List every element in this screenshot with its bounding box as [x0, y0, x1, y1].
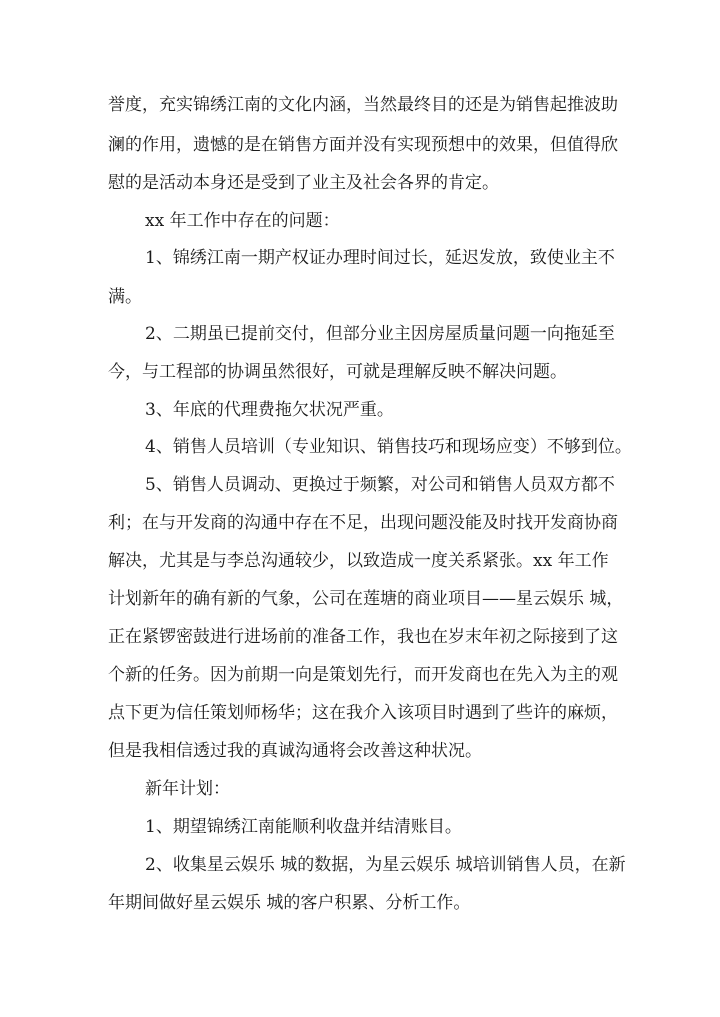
text-line: 但是我相信透过我的真诚沟通将会改善这种状况。 — [108, 741, 482, 761]
text-line: 慰的是活动本身还是受到了业主及社会各界的肯定。 — [108, 173, 499, 193]
section-heading: 新年计划： — [145, 779, 230, 799]
plan-item-2: 2、收集星云娱乐 城的数据，为星云娱乐 城培训销售人员，在新 — [145, 855, 626, 875]
list-item-5: 5、销售人员调动、更换过于频繁，对公司和销售人员双方都不 — [145, 475, 615, 495]
text-line: 个新的任务。因为前期一向是策划先行，而开发商也在先入为主的观 — [108, 665, 618, 685]
text-line: 正在紧锣密鼓进行进场前的准备工作，我也在岁末年初之际接到了这 — [108, 627, 618, 647]
plan-item-1: 1、期望锦绣江南能顺利收盘并结清账目。 — [145, 817, 462, 837]
text-line: 计划新年的确有新的气象，公司在莲塘的商业项目——星云娱乐 城， — [108, 589, 624, 609]
text-line: 满。 — [108, 287, 142, 307]
list-item-4: 4、销售人员培训（专业知识、销售技巧和现场应变）不够到位。 — [145, 437, 632, 457]
text-line: 澜的作用，遗憾的是在销售方面并没有实现预想中的效果，但值得欣 — [108, 135, 618, 155]
text-line: 今，与工程部的协调虽然很好，可就是理解反映不解决问题。 — [108, 362, 567, 382]
section-heading: xx 年工作中存在的问题： — [145, 211, 340, 231]
list-item-2: 2、二期虽已提前交付，但部分业主因房屋质量问题一向拖延至 — [145, 324, 615, 344]
list-item-3: 3、年底的代理费拖欠状况严重。 — [145, 400, 394, 420]
text-line: 誉度，充实锦绣江南的文化内涵，当然最终目的还是为销售起推波助 — [108, 95, 618, 115]
text-line: 点下更为信任策划师杨华；这在我介入该项目时遇到了些许的麻烦， — [108, 703, 618, 723]
text-line: 年期间做好星云娱乐 城的客户积累、分析工作。 — [108, 893, 471, 913]
text-line: 利；在与开发商的沟通中存在不足，出现问题没能及时找开发商协商 — [108, 513, 618, 533]
text-line: 解决，尤其是与李总沟通较少，以致造成一度关系紧张。xx 年工作 — [108, 551, 609, 571]
list-item-1: 1、锦绣江南一期产权证办理时间过长，延迟发放，致使业主不 — [145, 248, 615, 268]
